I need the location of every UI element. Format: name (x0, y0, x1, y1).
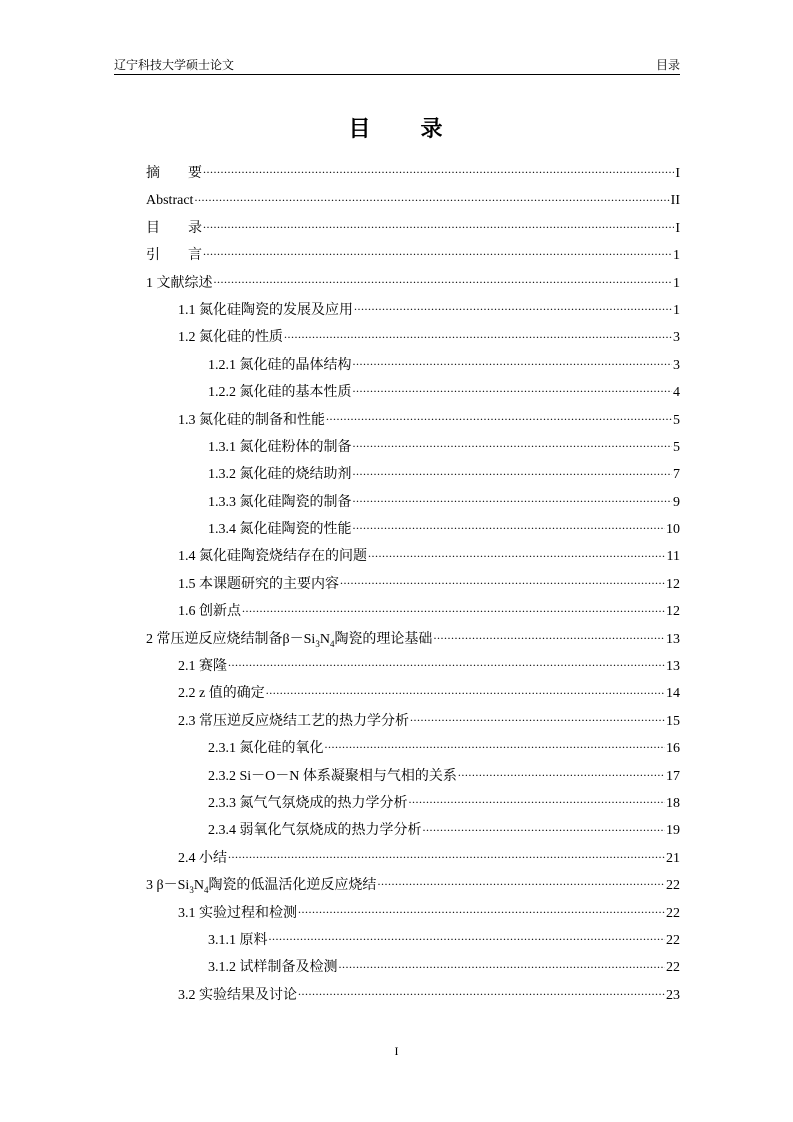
toc-entry-page: 22 (666, 878, 680, 894)
toc-entry-label: 1.3.3 氮化硅陶瓷的制备 (208, 494, 352, 510)
dot-leader (340, 578, 665, 592)
dot-leader (409, 797, 666, 811)
dot-leader (298, 906, 665, 920)
toc-entry[interactable] (146, 954, 680, 981)
dot-leader (353, 495, 673, 509)
toc-entry[interactable] (146, 626, 680, 653)
toc-entry[interactable] (146, 461, 680, 488)
toc-entry-label: 1.5 本课题研究的主要内容 (178, 576, 339, 592)
toc-entry-page: 17 (666, 768, 680, 784)
toc-entry-label: 1.3.1 氮化硅粉体的制备 (208, 439, 352, 455)
toc-entry[interactable] (146, 763, 680, 790)
toc-entry-label: 1.3 氮化硅的制备和性能 (178, 412, 325, 428)
toc-entry-page: 13 (666, 631, 680, 647)
toc-entry-page: 1 (673, 275, 680, 291)
header-university: 辽宁科技大学硕士论文 (114, 58, 235, 72)
toc-entry[interactable] (146, 982, 680, 1009)
toc-entry-label: 1.1 氮化硅陶瓷的发展及应用 (178, 302, 353, 318)
toc-entry[interactable] (146, 187, 680, 214)
toc-entry-label (146, 626, 432, 653)
dot-leader (433, 632, 665, 646)
toc-entry-page: 12 (666, 576, 680, 592)
toc-entry-page: 22 (666, 932, 680, 948)
toc-entry-label: 引 言 (146, 248, 202, 264)
toc-entry-label: 摘 要 (146, 166, 202, 181)
label-part: N (319, 631, 330, 647)
toc-entry[interactable] (146, 543, 680, 570)
toc-entry-label: 2.3.1 氮化硅的氧化 (208, 741, 324, 757)
dot-leader (353, 358, 673, 372)
toc-entry-page: 21 (666, 850, 680, 866)
toc-entry-label: 目 录 (146, 220, 202, 236)
toc-entry[interactable] (146, 900, 680, 927)
toc-entry-page: II (670, 193, 680, 209)
label-part: 陶瓷的低温活化逆反应烧结 (208, 878, 377, 894)
toc-entry[interactable] (146, 270, 680, 297)
label-part: 2 常压逆反应烧结制备β－Si (146, 631, 316, 647)
toc-entry[interactable] (146, 872, 680, 899)
toc-entry-label: 1.2.2 氮化硅的基本性质 (208, 385, 352, 401)
toc-entry-label: 1.2.1 氮化硅的晶体结构 (208, 357, 352, 373)
toc-entry-label: 1.4 氮化硅陶瓷烧结存在的问题 (178, 549, 367, 565)
dot-leader (214, 276, 673, 290)
toc-entry-page: 22 (666, 960, 680, 976)
dot-leader (354, 304, 672, 318)
header-section: 目录 (655, 58, 680, 72)
toc-entry-page: 1 (673, 302, 680, 318)
toc-entry-page: 9 (673, 494, 680, 510)
toc-entry-page: 13 (666, 659, 680, 675)
dot-leader (266, 687, 665, 701)
dot-leader (325, 742, 666, 756)
toc-entry[interactable] (146, 516, 680, 543)
toc-entry-label: 3.1.1 原料 (208, 932, 268, 948)
toc-entry-label: 2.3 常压逆反应烧结工艺的热力学分析 (178, 713, 409, 729)
toc-entry-label: Abstract (146, 193, 194, 209)
toc-entry-label: 1 文献综述 (146, 275, 213, 291)
dot-leader (458, 769, 665, 783)
toc-entry-label: 2.3.4 弱氧化气氛烧成的热力学分析 (208, 823, 422, 839)
toc-entry[interactable] (146, 352, 680, 379)
page-number: I (394, 1044, 399, 1058)
dot-leader (284, 331, 672, 345)
dot-leader (228, 660, 665, 674)
toc-entry[interactable] (146, 927, 680, 954)
dot-leader (410, 715, 665, 729)
subscript: 4 (329, 638, 335, 649)
toc-entry[interactable] (146, 735, 680, 762)
toc-entry-page: 7 (673, 467, 680, 483)
toc-entry[interactable] (146, 297, 680, 324)
toc-entry-page: I (675, 220, 680, 236)
dot-leader (228, 851, 665, 865)
toc-entry[interactable] (146, 379, 680, 406)
page-title: 目 录 (348, 117, 445, 142)
dot-leader (242, 605, 665, 619)
label-part: 陶瓷的理论基础 (334, 631, 433, 647)
toc-entry[interactable] (146, 324, 680, 351)
toc-entry-page: 10 (666, 522, 680, 538)
dot-leader (377, 879, 665, 893)
toc-entry-page: 15 (666, 713, 680, 729)
label-part: N (193, 878, 204, 894)
toc-entry[interactable] (146, 571, 680, 598)
dot-leader (423, 824, 666, 838)
toc-entry-page: 5 (673, 439, 680, 455)
toc-entry-label: 2.1 赛隆 (178, 659, 227, 675)
toc-entry-page: 14 (666, 686, 680, 702)
toc-entry[interactable] (146, 407, 680, 434)
dot-leader (339, 961, 666, 975)
subscript: 3 (315, 638, 320, 649)
toc-entry[interactable] (146, 160, 680, 187)
toc-entry[interactable] (146, 215, 680, 242)
subscript: 3 (189, 884, 194, 895)
dot-leader (298, 988, 665, 1002)
dot-leader (353, 468, 673, 482)
toc-entry[interactable] (146, 434, 680, 461)
dot-leader (203, 249, 672, 263)
toc-entry-page: 4 (673, 385, 680, 401)
toc-entry-label: 1.3.2 氮化硅的烧结助剂 (208, 467, 352, 483)
toc-entry-label (146, 872, 376, 899)
toc-entry-label: 2.4 小结 (178, 850, 227, 866)
toc-entry-page: 3 (673, 357, 680, 373)
toc-entry[interactable] (146, 653, 680, 680)
toc-entry-page: 1 (673, 248, 680, 264)
toc-entry-page: 23 (666, 987, 680, 1003)
toc-entry-label: 2.3.3 氮气气氛烧成的热力学分析 (208, 795, 408, 811)
toc-entry-label: 3.1.2 试样制备及检测 (208, 960, 338, 976)
toc-entry-label: 3.1 实验过程和检测 (178, 905, 297, 921)
toc-entry[interactable] (146, 817, 680, 844)
toc-entry[interactable] (146, 680, 680, 707)
toc-entry[interactable] (146, 790, 680, 817)
toc-entry-page: 22 (666, 905, 680, 921)
toc-entry-page: 5 (673, 412, 680, 428)
dot-leader (353, 441, 673, 455)
label-part: 3 β－Si (146, 878, 190, 894)
dot-leader (269, 934, 666, 948)
dot-leader (368, 550, 666, 564)
toc-entry-label: 3.2 实验结果及讨论 (178, 987, 297, 1003)
toc-entry-label: 1.2 氮化硅的性质 (178, 330, 283, 346)
toc-entry-page: 19 (666, 823, 680, 839)
toc-entry-page: 11 (666, 549, 680, 565)
dot-leader (353, 386, 673, 400)
dot-leader (203, 221, 674, 235)
toc-entry[interactable] (146, 708, 680, 735)
toc-entry-label: 2.2 z 值的确定 (178, 686, 265, 702)
toc-entry-label: 1.3.4 氮化硅陶瓷的性能 (208, 522, 352, 538)
page-header (114, 56, 680, 75)
toc-entry-page: I (675, 166, 680, 181)
toc-entry-page: 3 (673, 330, 680, 346)
toc-entry-label: 2.3.2 Si－O－N 体系凝聚相与气相的关系 (208, 768, 457, 784)
toc-entry[interactable] (146, 845, 680, 872)
toc-entry-label: 1.6 创新点 (178, 604, 241, 620)
subscript: 4 (203, 884, 209, 895)
dot-leader (353, 523, 666, 537)
toc-entry[interactable] (146, 489, 680, 516)
dot-leader (326, 413, 672, 427)
toc-entry-page: 12 (666, 604, 680, 620)
dot-leader (194, 194, 669, 208)
toc-entry-page: 18 (666, 795, 680, 811)
toc-entry[interactable] (146, 598, 680, 625)
toc-entry-page: 16 (666, 741, 680, 757)
toc-entry[interactable] (146, 242, 680, 269)
dot-leader (203, 167, 674, 181)
table-of-contents (146, 160, 680, 1009)
